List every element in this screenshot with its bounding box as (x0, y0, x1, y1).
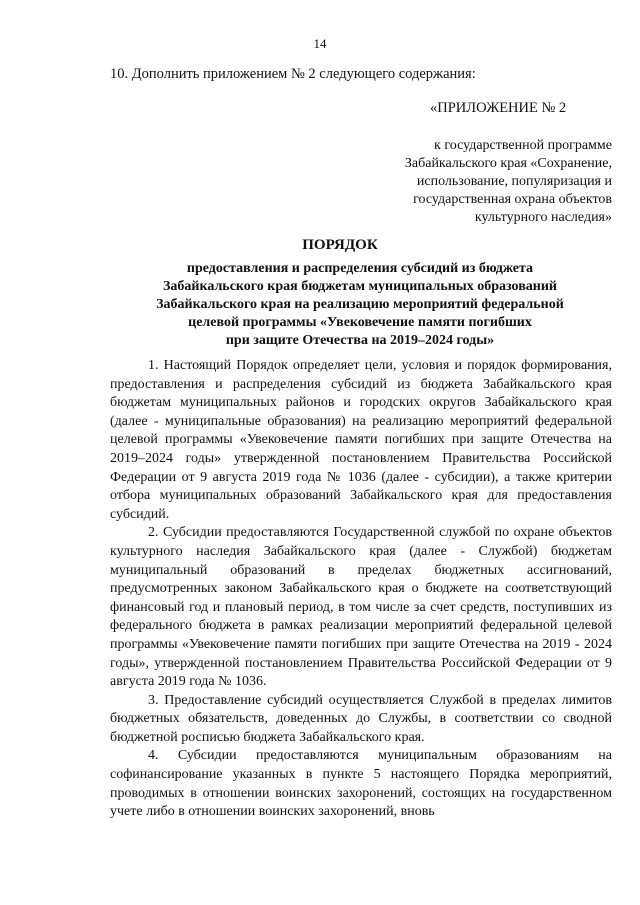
subtitle-line: Забайкальского края на реализацию мероприятий федеральной (156, 297, 564, 312)
appendix-line: культурного наследия» (474, 210, 612, 225)
appendix-title: «ПРИЛОЖЕНИЕ № 2 (430, 100, 567, 116)
amendment-intro: 10. Дополнить приложением № 2 следующего содержания: (110, 66, 476, 82)
paragraph-4: 4. Субсидии предоставляются муниципальным образованиям на софинансирование указанных в пункте 5 настоящего Порядка мероприятий, проводимых в отношении воинских захоронений, состоящих на государственном учете либо в отношении воинских захоронений, вновь (110, 748, 612, 820)
appendix-reference (380, 137, 612, 227)
subtitle-line: Забайкальского края бюджетам муниципальных образований (163, 279, 557, 294)
paragraph-3: 3. Предоставление субсидий осуществляется Службой в пределах лимитов бюджетных обязательств, доведенных до Службы, в соответствии со сводной бюджетной росписью бюджета Забайкальского края. (110, 692, 612, 745)
appendix-line: использование, популяризация и (416, 174, 612, 189)
paragraph-2: 2. Субсидии предоставляются Государственной службой по охране объектов культурного наследия Забайкальского края (далее - Службой) бюджетам муниципальный образований в пределах бюджетных ассигнований, предусмотренных законом Забайкальского края о бюджете на соответствующий финансовый год и плановый период, в том числе за счет средств, поступивших из федерального бюджета в рамках реализации мероприятий федеральной целевой программы «Увековечение памяти погибших при защите Отечества на 2019 - 2024 годы», утвержденной постановлением Правительства Российской Федерации от 9 августа 2019 года № 1036. (110, 525, 612, 690)
subtitle-line: целевой программы «Увековечение памяти погибших (188, 315, 532, 330)
subtitle-line: предоставления и распределения субсидий из бюджета (186, 261, 534, 276)
document-body (110, 357, 612, 822)
appendix-line: Забайкальского края «Сохранение, (404, 156, 612, 171)
paragraph-1: 1. Настоящий Порядок определяет цели, условия и порядок формирования, предоставления и распределения субсидий из бюджета Забайкальского края бюджетам муниципальных районов и городских округов Забайкальского края (далее - муниципальные образования) на реализацию мероприятий федеральной целевой программы «Увековечение памяти погибших при защите Отечества на 2019–2024 годы» утвержденной постановлением Правительства Российской Федерации от 9 августа 2019 года № 1036 (далее - субсидии), а также критерии отбора муниципальных образований Забайкальского края для предоставления субсидий. (110, 358, 612, 522)
subtitle-line: при защите Отечества на 2019–2024 годы» (225, 333, 495, 348)
appendix-line: государственная охрана объектов (413, 192, 612, 207)
order-subtitle (108, 260, 612, 350)
order-heading: ПОРЯДОК (302, 237, 378, 253)
appendix-line: к государственной программе (434, 138, 612, 153)
page-number: 14 (313, 36, 327, 51)
